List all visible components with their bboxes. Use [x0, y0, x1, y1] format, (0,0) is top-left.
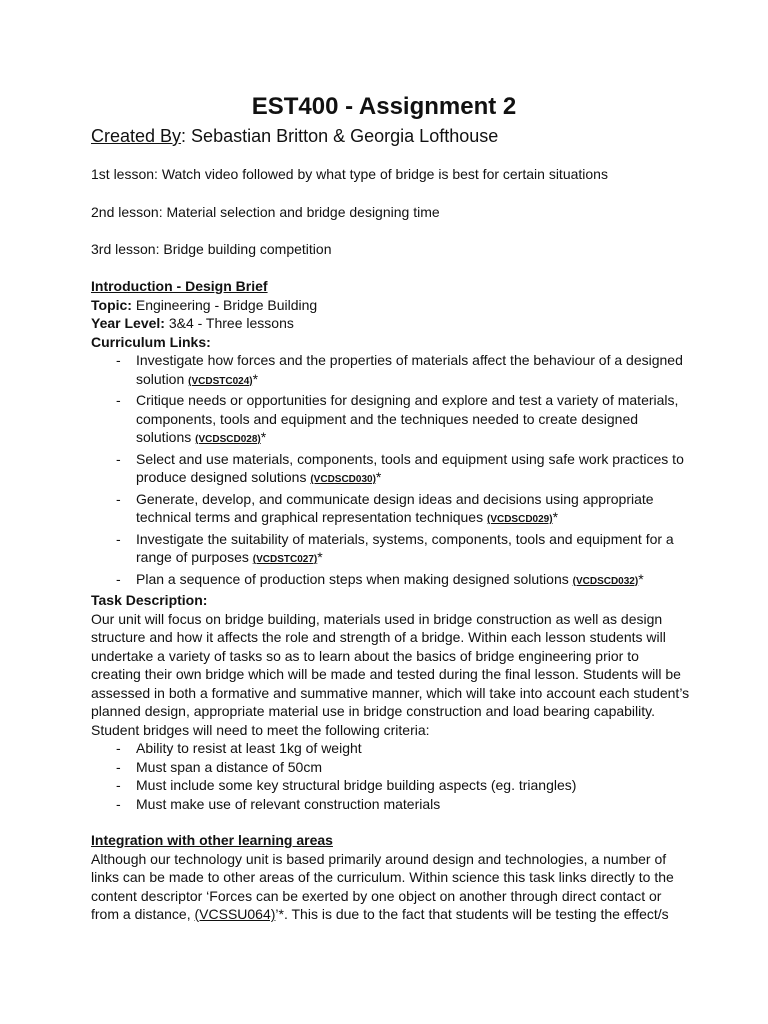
page-title: EST400 - Assignment 2 — [251, 93, 517, 120]
task-description-label: Task Description: — [91, 592, 208, 608]
curriculum-list — [91, 351, 691, 591]
list-item: - Must span a distance of 50cm — [91, 758, 691, 777]
list-item: - Must make use of relevant construction materials — [91, 795, 691, 814]
list-item — [91, 530, 691, 570]
curriculum-code: (VCDSCD029) — [486, 514, 553, 525]
list-item — [91, 570, 691, 592]
asterisk: * — [252, 370, 259, 387]
integration-text — [91, 850, 691, 924]
criteria-list — [91, 739, 691, 813]
year-level-line — [91, 314, 691, 333]
curriculum-code: (VCDSCD032) — [572, 575, 639, 587]
asterisk: * — [638, 570, 644, 587]
curriculum-code: (VCDSTC027) — [252, 554, 318, 565]
created-by-value: : Sebastian Britton & Georgia Lofthouse — [181, 126, 499, 146]
curriculum-code: (VCDSCD030) — [310, 474, 376, 485]
curriculum-text: Select and use materials, components, tools and equipment using safe work practices to produce designed solutions — [136, 450, 684, 485]
spacer — [91, 813, 691, 831]
curriculum-text: Critique needs or opportunities for designing and explore and test a variety of materials, components, tools and equipment and the techniques needed to create designed solutions — [136, 392, 679, 445]
curriculum-text: Plan a sequence of production steps when making designed solutions — [136, 570, 573, 587]
task-description-text: Our unit will focus on bridge building, materials used in bridge construction as well as design structure and how it affects the role and strength of a bridge. Within each lesson students will undertake a variety of tasks so as to learn about the basics of bridge engineering prior to creating their own bridge which will be made and tested during the final lesson. Students will be assessed in both a formative and summative manner, which will take into account each student’s planned design, appropriate material use in bridge construction and load bearing capability. Student bridges will need to meet the following criteria: — [91, 610, 690, 738]
curriculum-code: (VCDSCD028) — [195, 434, 261, 445]
integration-code: (VCSSU064) — [194, 906, 276, 922]
curriculum-text: Investigate the suitability of materials, systems, components, tools and equipment for a range of purposes — [136, 530, 674, 565]
curriculum-label: Curriculum Links: — [91, 333, 211, 350]
lesson-2: 2nd lesson: Material selection and bridge designing time — [91, 204, 440, 220]
topic-line — [91, 296, 691, 315]
topic-label: Topic: — [91, 296, 132, 313]
created-by-label: Created By — [91, 126, 182, 146]
asterisk: * — [260, 429, 267, 445]
curriculum-code: (VCDSTC024) — [188, 375, 253, 387]
list-item — [91, 490, 691, 530]
list-item — [91, 351, 691, 391]
lesson-3: 3rd lesson: Bridge building competition — [91, 241, 332, 257]
list-item: - Must include some key structural bridge building aspects (eg. triangles) — [91, 776, 691, 795]
year-level-value: 3&4 - Three lessons — [164, 315, 294, 331]
integration-text-part-1: Although our technology unit is based primarily around design and technologies, a number of links can be made to other areas of the curriculum. Within science this task links directly to the content descriptor ‘Forces can be exerted by one object on another through direct contact or from a distance, — [91, 850, 674, 922]
list-item: - Ability to resist at least 1kg of weight — [91, 739, 691, 758]
curriculum-text: Investigate how forces and the properties of materials affect the behaviour of a designed solution — [136, 352, 683, 387]
curriculum-text: Generate, develop, and communicate design ideas and decisions using appropriate technical terms and graphical representation techniques — [136, 490, 654, 525]
list-item — [91, 450, 691, 490]
topic-value: Engineering - Bridge Building — [131, 296, 318, 313]
list-item — [91, 391, 691, 450]
created-by-line — [91, 124, 498, 148]
main-content — [91, 277, 691, 924]
intro-heading: Introduction - Design Brief — [91, 278, 268, 294]
lesson-1: 1st lesson: Watch video followed by what type of bridge is best for certain situations — [91, 166, 608, 182]
asterisk: * — [317, 549, 323, 565]
asterisk: * — [552, 509, 559, 525]
integration-heading: Integration with other learning areas — [91, 832, 333, 848]
year-level-label: Year Level: — [91, 315, 165, 331]
integration-text-part-2: ’*. This is due to the fact that students will be testing the effect/s — [275, 906, 669, 922]
asterisk: * — [375, 469, 382, 485]
